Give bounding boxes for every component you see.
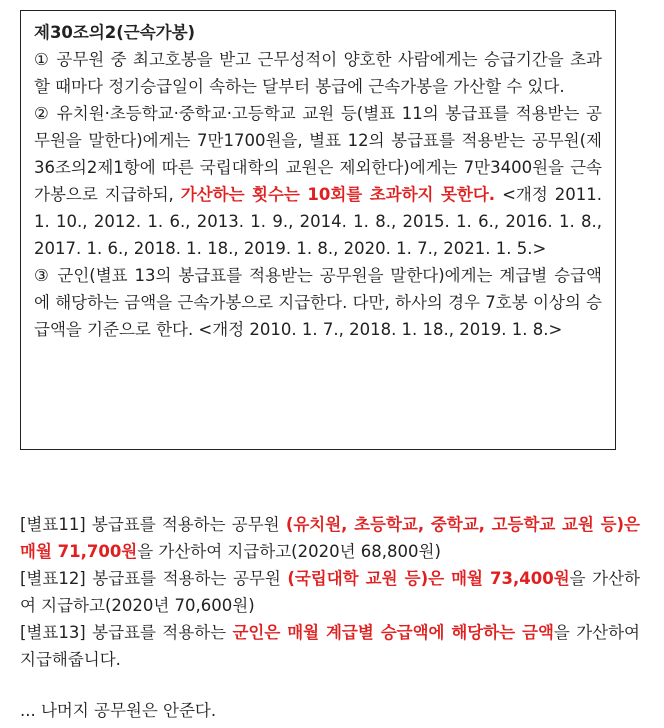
note-item [20,619,640,673]
notes-section [20,511,640,673]
article-paragraph-2 [34,100,602,262]
note-item [20,511,640,565]
note-highlight: (국립대학 교원 등)은 매월 73,400원 [287,569,570,588]
note-text: [별표12] 봉급표를 적용하는 공무원 [20,569,288,588]
note-text: 을 가산하여 지급하고(2020년 70,600원) [20,569,640,615]
note-text: 을 가산하여 지급해줍니다. [20,623,640,669]
note-text: 을 가산하여 지급하고(2020년 68,800원) [137,542,441,561]
article-paragraph-1: ① 공무원 중 최고호봉을 받고 근무성적이 양호한 사람에게는 승급기간을 초과할 때마다 정기승급일이 속하는 달부터 봉급에 근속가봉을 가산할 수 있다. [34,50,602,96]
article-paragraph-2-amendments: <개정 2011. 1. 10., 2012. 1. 6., 2013. 1. 9., 2014. 1. 8., 2015. 1. 6., 2016. 1. 8., 2017. 1. 6., 2018. 1. 18., 2019. 1. 8., 2020. 1. 7., 2021. 1. 5.> [34,185,603,258]
article-paragraph-3: ③ 군인(별표 13의 봉급표를 적용받는 공무원을 말한다)에게는 계급별 승급액에 해당하는 금액을 근속가봉으로 지급한다. 다만, 하사의 경우 7호봉 이상의 승급액을 기준으로 한다. <개정 2010. 1. 7., 2018. 1. 18., 2019. 1. 8.> [34,266,602,339]
note-item [20,565,640,619]
note-text: [별표11] 봉급표를 적용하는 공무원 [20,515,286,534]
closing-remark: ... 나머지 공무원은 안준다. [20,701,217,720]
note-highlight: (유치원, 초등학교, 중학교, 고등학교 교원 등)은 매월 71,700원 [20,515,641,561]
note-highlight: 군인은 매월 계급별 승급액에 해당하는 금액 [232,623,554,642]
article-title: 제30조의2(근속가봉) [34,23,196,42]
note-text: [별표13] 봉급표를 적용하는 [20,623,233,642]
law-article-box [20,10,616,450]
article-paragraph-2-highlight: 가산하는 횟수는 10회를 초과하지 못한다. [180,185,496,204]
article-paragraph-2-text: ② 유치원·초등학교·중학교·고등학교 교원 등(별표 11의 봉급표를 적용받는 공무원을 말한다)에게는 7만1700원을, 별표 12의 봉급표를 적용받는 공무원(제36조의2제1항에 따른 국립대학의 교원은 제외한다)에게는 7만3400원을 근속가봉으로 지급하되, [34,104,602,204]
